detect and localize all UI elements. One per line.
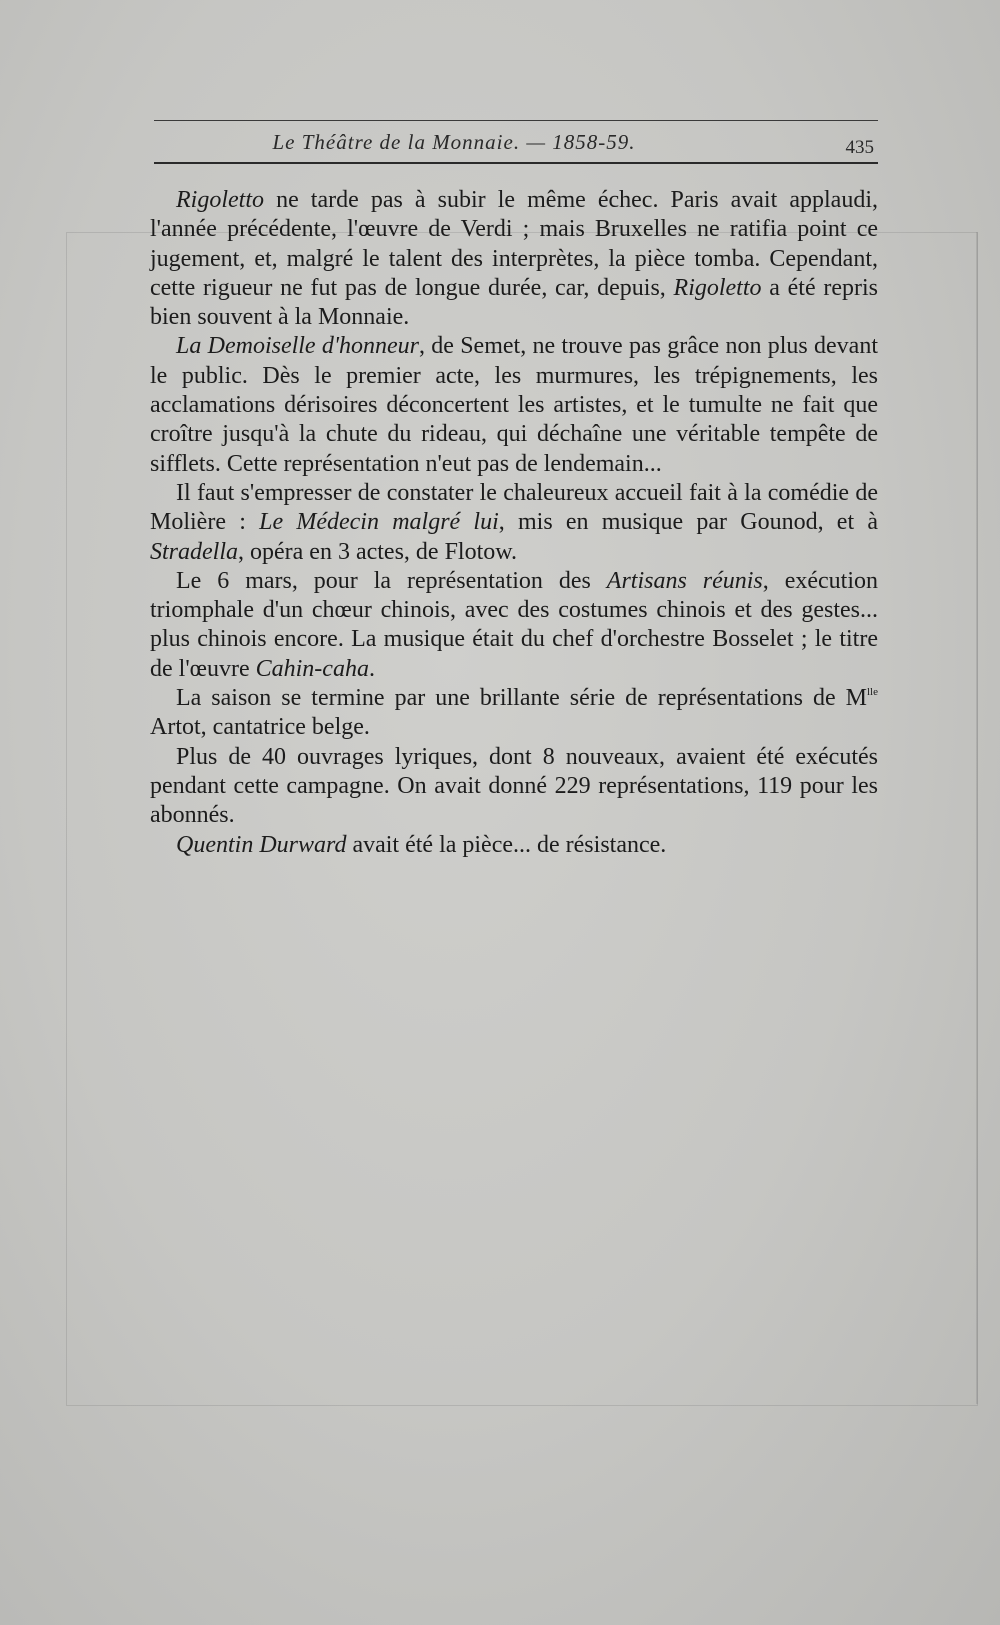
paragraph — [150, 479, 878, 567]
italic-title: Rigoletto — [176, 187, 264, 213]
text-segment: , de Semet, ne trouve pas grâce non plus devant le public. Dès le premier acte, les murmures, les trépignements, les acclamations dérisoires déconcertent les artistes, et le tumulte ne fait que croître jusqu'à la chute du rideau, qui déchaîne une véritable tempête de sifflets. Cette représentation n'eut pas de lendemain... — [150, 333, 879, 477]
text-segment: Il faut s'empresser de constater le chaleureux accueil fait à la comédie de Molière : — [150, 479, 878, 536]
italic-title: Quentin Durward — [176, 831, 347, 858]
header-bottom-rule — [154, 162, 878, 164]
text-segment: Le 6 mars, pour la représentation des — [176, 567, 607, 594]
running-title: Le Théâtre de la Monnaie. — 1858-59. — [272, 130, 636, 154]
paragraph — [150, 567, 878, 684]
text-segment: , exécution triomphale d'un chœur chinois, avec des costumes chinois et des gestes... plus chinois encore. La musique était du chef d'orchestre Bosselet ; le titre de l'œuvre — [150, 567, 878, 682]
text-segment: avait été la pièce... de résistance. — [346, 831, 667, 858]
text-segment: ne tarde pas à subir le même échec. Paris avait applaudi, l'année précédente, l'œuvre de Verdi ; mais Bruxelles ne ratifia point ce jugement, et, malgré le talent des interprètes, la pièce tomba. Cependant, cette rigueur ne fut pas de longue durée, car, depuis, — [150, 187, 878, 301]
page-number: 435 — [845, 137, 874, 158]
text-segment: La saison se termine par une brillante série de représentations de M — [176, 685, 867, 712]
text-segment: , opéra en 3 actes, de Flotow. — [238, 538, 518, 565]
italic-title: Stradella — [150, 538, 238, 565]
text-segment: a été repris bien souvent à la Monnaie. — [150, 274, 878, 331]
text-segment: Artot, cantatrice belge. — [150, 714, 370, 741]
page-header — [154, 120, 878, 166]
italic-title: La Demoiselle d'honneur — [176, 333, 419, 360]
paragraph — [150, 332, 878, 478]
italic-title: Cahin-caha — [255, 655, 369, 682]
italic-title: Rigoletto — [673, 274, 762, 301]
body-text — [150, 186, 878, 860]
show-through-line — [976, 232, 978, 1404]
text-segment: . — [368, 655, 375, 682]
header-top-rule — [154, 120, 878, 121]
paragraph — [150, 743, 878, 831]
paragraph — [150, 186, 878, 332]
italic-title: Le Médecin malgré lui — [259, 509, 499, 536]
paragraph — [150, 684, 878, 743]
paragraph — [150, 831, 878, 860]
superscript: lle — [867, 686, 878, 699]
text-segment: Plus de 40 ouvrages lyriques, dont 8 nouveaux, avaient été exécutés pendant cette campagne. On avait donné 229 représentations, 119 pour les abonnés. — [150, 743, 878, 829]
italic-title: Artisans réunis — [606, 567, 763, 594]
text-segment: , mis en musique par Gounod, et à — [498, 509, 879, 536]
